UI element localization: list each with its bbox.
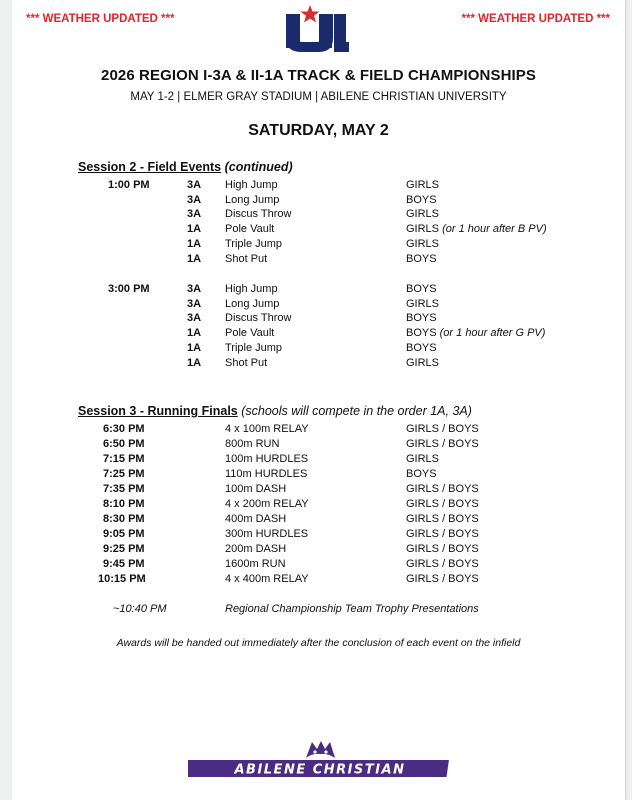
running-final-row	[12, 573, 625, 588]
gender-note: (or 1 hour after G PV)	[439, 327, 546, 339]
weather-updated-right: *** WEATHER UPDATED ***	[461, 13, 610, 25]
running-final-row	[12, 468, 625, 483]
gender	[406, 238, 439, 250]
running-final-row	[12, 558, 625, 573]
event: 800m RUN	[225, 438, 280, 450]
schedule-day: SATURDAY, MAY 2	[248, 122, 389, 139]
time: 3:00 PM	[108, 283, 150, 295]
gender-label: BOYS	[406, 312, 437, 324]
gender: GIRLS / BOYS	[406, 573, 479, 585]
running-final-row	[12, 453, 625, 468]
field-event-row	[12, 223, 625, 238]
session-2-heading	[78, 160, 293, 174]
time: 9:05 PM	[103, 528, 145, 540]
event: 200m DASH	[225, 543, 287, 555]
schedule-page	[12, 0, 625, 800]
session-3-note: (schools will compete in the order 1A, 3A)	[241, 404, 472, 418]
time: 1:00 PM	[108, 179, 150, 191]
running-final-row	[12, 543, 625, 558]
field-event-row	[12, 194, 625, 209]
event: 4 x 400m RELAY	[225, 573, 309, 585]
time: 6:30 PM	[103, 423, 145, 435]
gender: GIRLS / BOYS	[406, 558, 479, 570]
class: 3A	[187, 208, 202, 220]
time: 8:30 PM	[103, 513, 145, 525]
acu-logo-text: ABILENE CHRISTIAN	[234, 762, 406, 778]
gender-label: BOYS	[406, 342, 437, 354]
running-final-row	[12, 528, 625, 543]
running-final-row	[12, 483, 625, 498]
gender	[406, 357, 439, 369]
event: 110m HURDLES	[225, 468, 308, 480]
event: Long Jump	[225, 194, 280, 206]
field-event-row	[12, 312, 625, 327]
gender: GIRLS / BOYS	[406, 483, 479, 495]
gender	[406, 253, 437, 265]
class: 1A	[187, 223, 202, 235]
session-3-title: Session 3 - Running Finals	[78, 404, 238, 418]
event: High Jump	[225, 179, 278, 191]
gender	[406, 179, 439, 191]
event: Shot Put	[225, 357, 268, 369]
session-2-title: Session 2 - Field Events	[78, 160, 222, 174]
field-event-row	[12, 253, 625, 268]
time: 9:45 PM	[103, 558, 145, 570]
event-title: 2026 REGION I-3A & II-1A TRACK & FIELD CHAMPIONSHIPS	[101, 67, 536, 84]
time: 10:15 PM	[98, 573, 146, 585]
event: Triple Jump	[225, 238, 283, 250]
time: 7:35 PM	[103, 483, 145, 495]
event: 4 x 100m RELAY	[225, 423, 309, 435]
class: 3A	[187, 283, 202, 295]
event: High Jump	[225, 283, 278, 295]
class: 3A	[187, 312, 202, 324]
gender-label: BOYS	[406, 194, 437, 206]
gender	[406, 208, 439, 220]
event: 4 x 200m RELAY	[225, 498, 309, 510]
gender-label: GIRLS	[406, 223, 440, 235]
gender	[406, 342, 437, 354]
gender	[406, 223, 547, 235]
running-final-row	[12, 423, 625, 438]
gender-label: BOYS	[406, 327, 437, 339]
event: 1600m RUN	[225, 558, 286, 570]
gender-label: GIRLS	[406, 357, 440, 369]
event: 100m DASH	[225, 483, 287, 495]
event: Long Jump	[225, 298, 280, 310]
event: Discus Throw	[225, 312, 292, 324]
weather-updated-left: *** WEATHER UPDATED ***	[26, 13, 175, 25]
gender: GIRLS / BOYS	[406, 438, 479, 450]
trophy-time: ~10:40 PM	[113, 603, 167, 615]
class: 1A	[187, 357, 202, 369]
event: 300m HURDLES	[225, 528, 309, 540]
time: 6:50 PM	[103, 438, 145, 450]
field-event-row	[12, 327, 625, 342]
class: 1A	[187, 342, 202, 354]
gender	[406, 312, 437, 324]
gender: GIRLS / BOYS	[406, 513, 479, 525]
class: 3A	[187, 194, 202, 206]
field-event-row	[12, 298, 625, 313]
time: 7:15 PM	[103, 453, 145, 465]
field-event-row	[12, 238, 625, 253]
class: 1A	[187, 253, 202, 265]
gender-label: GIRLS	[406, 298, 440, 310]
gender: GIRLS / BOYS	[406, 498, 479, 510]
event: Pole Vault	[225, 223, 275, 235]
class: 3A	[187, 298, 202, 310]
field-event-row	[12, 357, 625, 372]
gender	[406, 327, 545, 339]
running-final-row	[12, 438, 625, 453]
gender-label: GIRLS	[406, 208, 440, 220]
event: Triple Jump	[225, 342, 283, 354]
session-3-heading	[78, 404, 472, 418]
field-event-row	[12, 283, 625, 298]
gender	[406, 194, 437, 206]
time: 7:25 PM	[103, 468, 145, 480]
event-subtitle: MAY 1-2 | ELMER GRAY STADIUM | ABILENE CHRISTIAN UNIVERSITY	[130, 91, 507, 103]
gender-label: BOYS	[406, 283, 437, 295]
field-event-row	[12, 208, 625, 223]
abilene-christian-logo	[188, 738, 452, 784]
awards-note: Awards will be handed out immediately after the conclusion of each event on the infield	[116, 637, 521, 649]
event: 400m DASH	[225, 513, 287, 525]
gender	[406, 283, 437, 295]
class: 1A	[187, 327, 202, 339]
event: Pole Vault	[225, 327, 275, 339]
gender: GIRLS	[406, 453, 440, 465]
event: Shot Put	[225, 253, 268, 265]
running-final-row	[12, 498, 625, 513]
gender-note: (or 1 hour after B PV)	[442, 223, 547, 235]
trophy-presentation: Regional Championship Team Trophy Presentations	[225, 603, 479, 615]
class: 1A	[187, 238, 202, 250]
uil-logo	[271, 4, 349, 56]
time: 9:25 PM	[103, 543, 145, 555]
field-event-row	[12, 342, 625, 357]
gender: GIRLS / BOYS	[406, 543, 479, 555]
gender-label: BOYS	[406, 253, 437, 265]
running-final-row	[12, 513, 625, 528]
time: 8:10 PM	[103, 498, 145, 510]
gender-label: GIRLS	[406, 238, 440, 250]
gender: GIRLS / BOYS	[406, 528, 479, 540]
gender-label: GIRLS	[406, 179, 440, 191]
gender: GIRLS / BOYS	[406, 423, 479, 435]
class: 3A	[187, 179, 202, 191]
gender	[406, 298, 439, 310]
field-event-row	[12, 179, 625, 194]
session-2-note: (continued)	[224, 160, 293, 174]
event: Discus Throw	[225, 208, 292, 220]
gender: BOYS	[406, 468, 437, 480]
event: 100m HURDLES	[225, 453, 309, 465]
